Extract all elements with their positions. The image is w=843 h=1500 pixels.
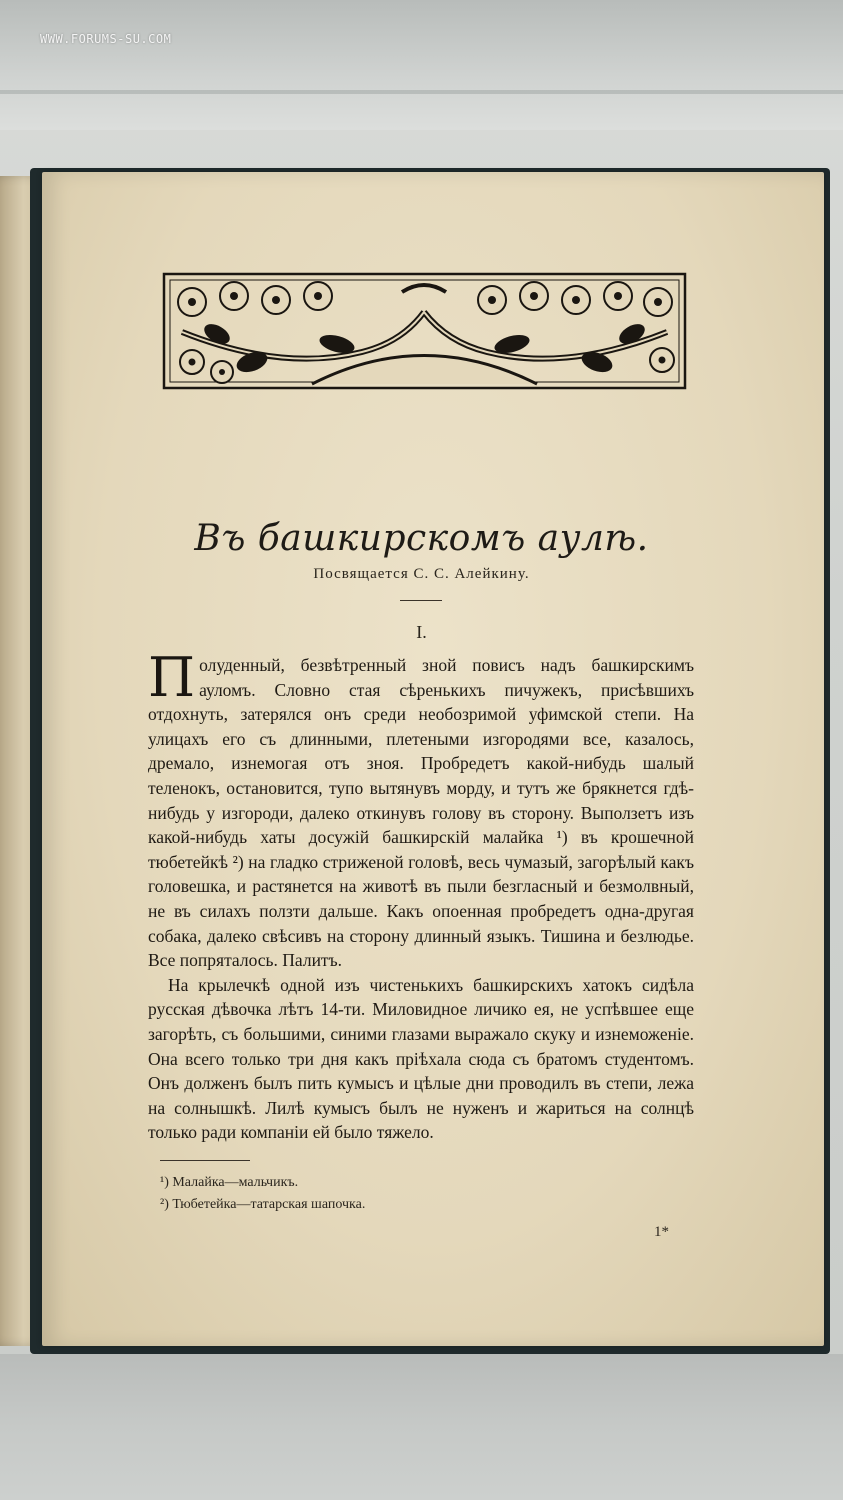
footnote-text: Малайка—мальчикъ.: [172, 1175, 299, 1190]
paragraph: [148, 646, 694, 973]
window-background: [0, 0, 843, 130]
floral-ornament: [162, 272, 687, 390]
footnote-rule: [160, 1160, 250, 1161]
table-surface: [0, 1354, 843, 1500]
footnotes: [160, 1172, 365, 1216]
footnote: [160, 1172, 365, 1194]
footnote-mark: ²): [160, 1197, 169, 1212]
drop-cap: П: [148, 646, 196, 709]
paragraph-text: олуденный, безвѣтренный зной повисъ надъ башкирскимъ ауломъ. Словно стая сѣренькихъ пичужекъ, присѣвшихъ отдохнуть, затерялся онъ среди необозримой уфимской степи. На улицахъ его съ длинными, плетеными изгородями все, казалось, дремало, изнемогая отъ зноя. Пробредетъ какой-нибудь шалый теленокъ, остановится, тупо вытянувъ морду, и тутъ же брякнется гдѣ-нибудь у изгороди, далеко откинувъ голову въ сторону. Выползетъ изъ какой-нибудь хаты досужій башкирскій малайка ¹) въ крошечной тюбетейкѣ ²) на гладко стриженой головѣ, весь чумазый, загорѣлый какъ головешка, и растянется на животѣ въ пыли безгласный и безмолвный, не въ силахъ ползти дальше. Какъ опоенная пробредетъ одна-другая собака, далеко свѣсивъ на сторону длинный языкъ. Тишина и безлюдье. Все попряталось. Палитъ.: [148, 655, 694, 971]
chapter-title: Въ башкирскомъ аулѣ.: [194, 518, 649, 559]
footnote-text: Тюбетейка—татарская шапочка.: [172, 1197, 366, 1212]
body-text: [148, 646, 694, 1145]
chapter-number: I.: [416, 622, 427, 642]
paragraph-text: На крылечкѣ одной изъ чистенькихъ башкирскихъ хатокъ сидѣла русская дѣвочка лѣтъ 14-ти. Миловидное личико ея, не успѣвшее еще загорѣть, съ большими, синими глазами выражало скуку и изнеможеніе. Она всего только три дня какъ пріѣхала сюда съ братомъ студентомъ. Онъ долженъ былъ пить кумысъ и цѣлые дни проводилъ въ степи, лежа на солнышкѣ. Лилѣ кумысъ былъ не нуженъ и жариться на солнцѣ только ради компаніи ей было тяжело.: [148, 974, 694, 1143]
dedication: Посвящается С. С. Алейкину.: [313, 566, 530, 582]
paragraph: [148, 973, 694, 1145]
title-rule: [400, 600, 442, 601]
footnote-mark: ¹): [160, 1175, 169, 1190]
signature-mark: 1*: [654, 1224, 669, 1240]
footnote: [160, 1194, 365, 1216]
window-sill: [0, 90, 843, 94]
watermark: WWW.FORUMS-SU.COM: [40, 32, 172, 46]
